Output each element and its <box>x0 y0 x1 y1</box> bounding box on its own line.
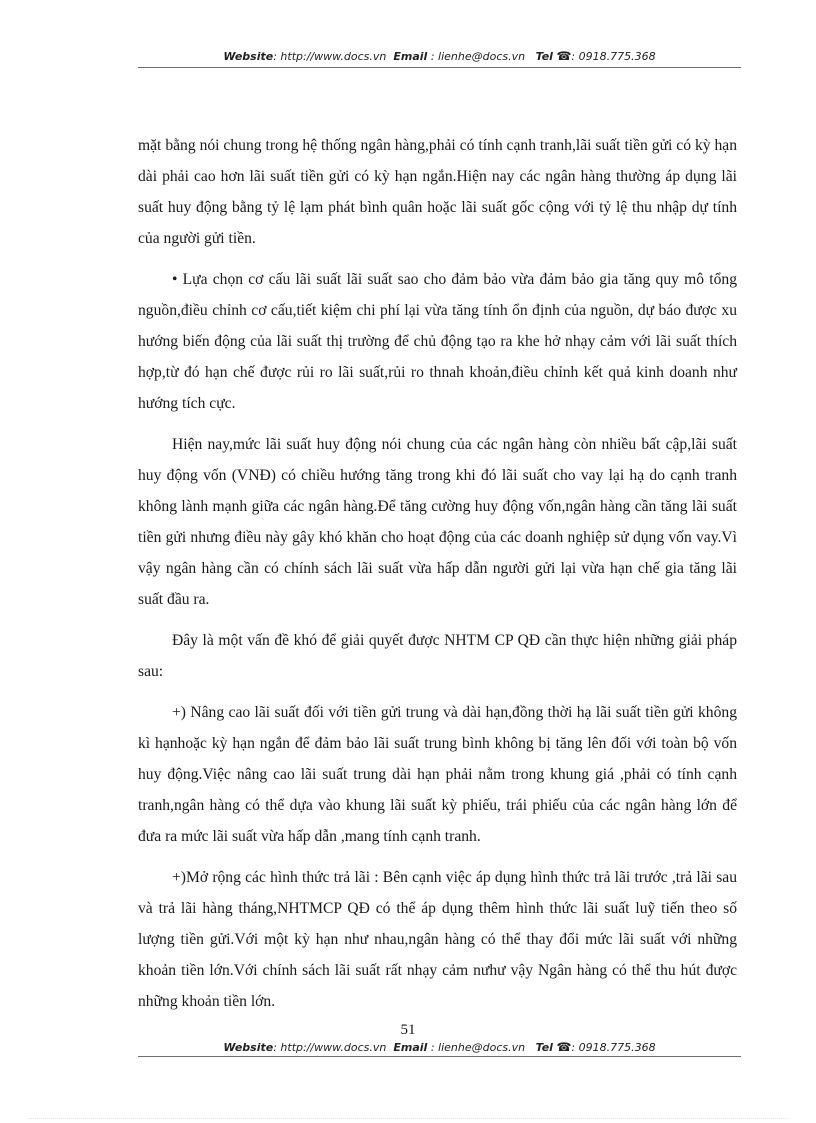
tel-label: Tel <box>535 1041 553 1054</box>
bullet-paragraph: • Lựa chọn cơ cấu lãi suất lãi suất sao cho đảm bảo vừa đảm bảo gia tăng quy mô tổng nguồn,điều chỉnh cơ cấu,tiết kiệm chi phí lại vừa tăng tính ổn định của nguồn, dự báo được xu hướng biến động của lãi suất thị trường để chủ động tạo ra khe hở nhạy cảm với lãi suất thích hợp,từ đó hạn chế được rủi ro lãi suất,rủi ro thnah khoản,điều chỉnh kết quả kinh doanh như hướng tích cực. <box>138 271 737 412</box>
email-label: Email <box>393 50 428 63</box>
paragraph: Đây là một vấn đề khó để giải quyết được NHTM CP QĐ cần thực hiện những giải pháp sau: <box>138 632 737 680</box>
website-label: Website <box>223 1041 274 1054</box>
website-label: Website <box>223 50 274 63</box>
telephone-icon: ☎ <box>556 1040 572 1054</box>
footer-divider <box>138 1056 741 1057</box>
website-url: : http://www.docs.vn <box>273 1041 387 1054</box>
website-url: : http://www.docs.vn <box>273 50 387 63</box>
page-footer <box>138 1040 741 1054</box>
tel-value: : 0918.775.368 <box>571 50 656 63</box>
paragraph: +)Mở rộng các hình thức trả lãi : Bên cạnh việc áp dụng hình thức trả lãi trước ,trả lãi sau và trả lãi hàng tháng,NHTMCP QĐ có thể áp dụng thêm hình thức lãi suất luỹ tiến theo số lượng tiền gửi.Với một kỳ hạn như nhau,ngân hàng có thể thay đổi mức lãi suất với những khoản tiền lớn.Với chính sách lãi suất rất nhạy cảm nưhư vậy Ngân hàng có thể thu hút được những khoản tiền lớn. <box>138 869 737 1010</box>
document-body <box>138 130 737 1027</box>
header-divider <box>138 67 741 68</box>
email-value: : lienhe@docs.vn <box>430 50 526 63</box>
paragraph: Hiện nay,mức lãi suất huy động nói chung của các ngân hàng còn nhiều bất cập,lãi suất huy động vốn (VNĐ) có chiều hướng tăng trong khi đó lãi suất cho vay lại hạ do cạnh tranh không lành mạnh giữa các ngân hàng.Để tăng cường huy động vốn,ngân hàng cần tăng lãi suất tiền gửi nhưng điều này gây khó khăn cho hoạt động của các doanh nghiệp sử dụng vốn vay.Vì vậy ngân hàng cần có chính sách lãi suất vừa hấp dẫn người gửi lại vừa hạn chế gia tăng lãi suất đầu ra. <box>138 436 737 608</box>
email-label: Email <box>393 1041 428 1054</box>
page-header <box>138 49 741 63</box>
tel-label: Tel <box>535 50 553 63</box>
telephone-icon: ☎ <box>556 49 572 63</box>
paragraph: +) Nâng cao lãi suất đối với tiền gửi trung và dài hạn,đồng thời hạ lãi suất tiền gửi không kì hạnhoặc kỳ hạn ngắn để đảm bảo lãi suất trung bình không bị tăng lên đối với toàn bộ vốn huy động.Việc nâng cao lãi suất trung dài hạn phải nằm trong khung giá ,phải có tính cạnh tranh,ngân hàng có thể dựa vào khung lãi suất kỳ phiếu, trái phiếu của các ngân hàng lớn để đưa ra mức lãi suất vừa hấp dẫn ,mang tính cạnh tranh. <box>138 704 737 845</box>
paragraph: mặt bằng nói chung trong hệ thống ngân hàng,phải có tính cạnh tranh,lãi suất tiền gửi có kỳ hạn dài phải cao hơn lãi suất tiền gửi có kỳ hạn ngắn.Hiện nay các ngân hàng thường áp dụng lãi suất huy động bằng tỷ lệ lạm phát bình quân hoặc lãi suất gốc cộng với tỷ lệ thu nhập dự tính của người gửi tiền. <box>138 137 737 247</box>
tel-value: : 0918.775.368 <box>571 1041 656 1054</box>
email-value: : lienhe@docs.vn <box>430 1041 526 1054</box>
page-edge-divider <box>28 1118 788 1119</box>
page-number: 51 <box>400 1022 416 1038</box>
